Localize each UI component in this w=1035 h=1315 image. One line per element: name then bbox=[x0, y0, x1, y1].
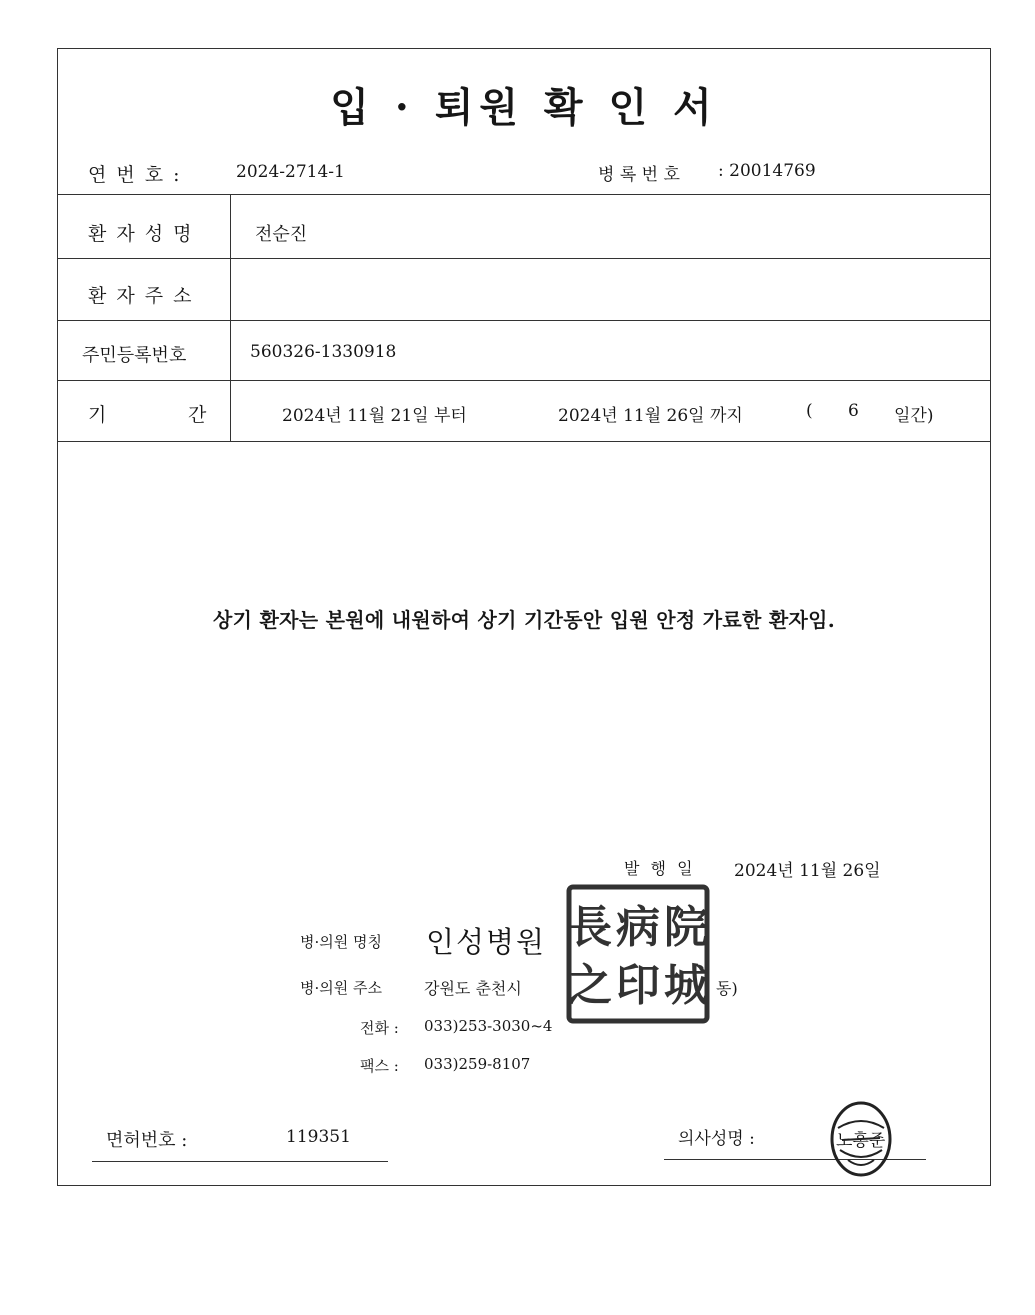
hospital-address-label: 병·의원 주소 bbox=[300, 979, 382, 997]
license-number-label: 면허번호 : bbox=[106, 1130, 188, 1151]
serial-number-label: 연 번 호 : bbox=[88, 164, 182, 186]
top-border bbox=[58, 48, 990, 49]
document-title: 입 · 퇴원 확 인 서 bbox=[330, 84, 718, 131]
admission-discharge-certificate bbox=[57, 48, 991, 1186]
period-days: 6 bbox=[848, 401, 859, 421]
seal-glyph: 病 bbox=[616, 902, 660, 953]
row-divider bbox=[58, 194, 990, 195]
period-days-unit: 일간) bbox=[894, 406, 934, 426]
fax-number: 033)259-8107 bbox=[424, 1055, 531, 1073]
serial-number-value: 2024-2714-1 bbox=[236, 162, 345, 182]
row-divider bbox=[58, 258, 990, 259]
row-divider bbox=[58, 380, 990, 381]
phone-label: 전화 : bbox=[360, 1019, 399, 1037]
hospital-seal-stamp bbox=[566, 884, 710, 1024]
issue-date-label: 발 행 일 bbox=[624, 859, 696, 878]
record-number-value: : 20014769 bbox=[718, 161, 816, 181]
doctor-name-label: 의사성명 : bbox=[678, 1129, 755, 1149]
seal-glyph: 之 bbox=[568, 960, 612, 1011]
certification-statement: 상기 환자는 본원에 내원하여 상기 기간동안 입원 안정 가료한 환자임. bbox=[213, 608, 835, 632]
row-divider bbox=[58, 441, 990, 442]
hospital-name: 인성병원 bbox=[426, 925, 547, 959]
label-column-divider bbox=[230, 194, 231, 441]
resident-number-value: 560326-1330918 bbox=[250, 342, 397, 362]
patient-name-label: 환 자 성 명 bbox=[88, 223, 194, 245]
record-number-label: 병 록 번 호 bbox=[598, 165, 680, 185]
patient-name-value: 전순진 bbox=[255, 224, 308, 245]
seal-glyph: 院 bbox=[664, 902, 708, 953]
bottom-border bbox=[58, 1185, 990, 1186]
row-divider bbox=[58, 320, 990, 321]
phone-number: 033)253-3030~4 bbox=[424, 1017, 553, 1035]
period-label-first: 기 bbox=[88, 404, 107, 426]
hospital-address: 강원도 춘천시 bbox=[424, 979, 522, 998]
fax-label: 팩스 : bbox=[360, 1057, 399, 1075]
period-label-second: 간 bbox=[188, 404, 207, 426]
hospital-name-label: 병·의원 명칭 bbox=[300, 933, 382, 951]
issue-date-value: 2024년 11월 26일 bbox=[734, 861, 881, 881]
license-number-value: 119351 bbox=[286, 1127, 351, 1147]
hospital-address-tail: 동) bbox=[716, 979, 738, 998]
period-end-date: 2024년 11월 26일 까지 bbox=[558, 406, 743, 426]
doctor-signature-seal bbox=[828, 1100, 894, 1178]
doctor-name: 노홍준 bbox=[836, 1131, 886, 1151]
patient-address-label: 환 자 주 소 bbox=[88, 285, 194, 307]
seal-glyph: 長 bbox=[568, 902, 612, 953]
period-start-date: 2024년 11월 21일 부터 bbox=[282, 406, 467, 426]
seal-glyph: 印 bbox=[616, 960, 660, 1011]
license-underline bbox=[92, 1161, 388, 1162]
resident-number-label: 주민등록번호 bbox=[82, 345, 187, 366]
seal-glyph: 城 bbox=[664, 960, 708, 1011]
period-paren: ( bbox=[806, 401, 813, 421]
